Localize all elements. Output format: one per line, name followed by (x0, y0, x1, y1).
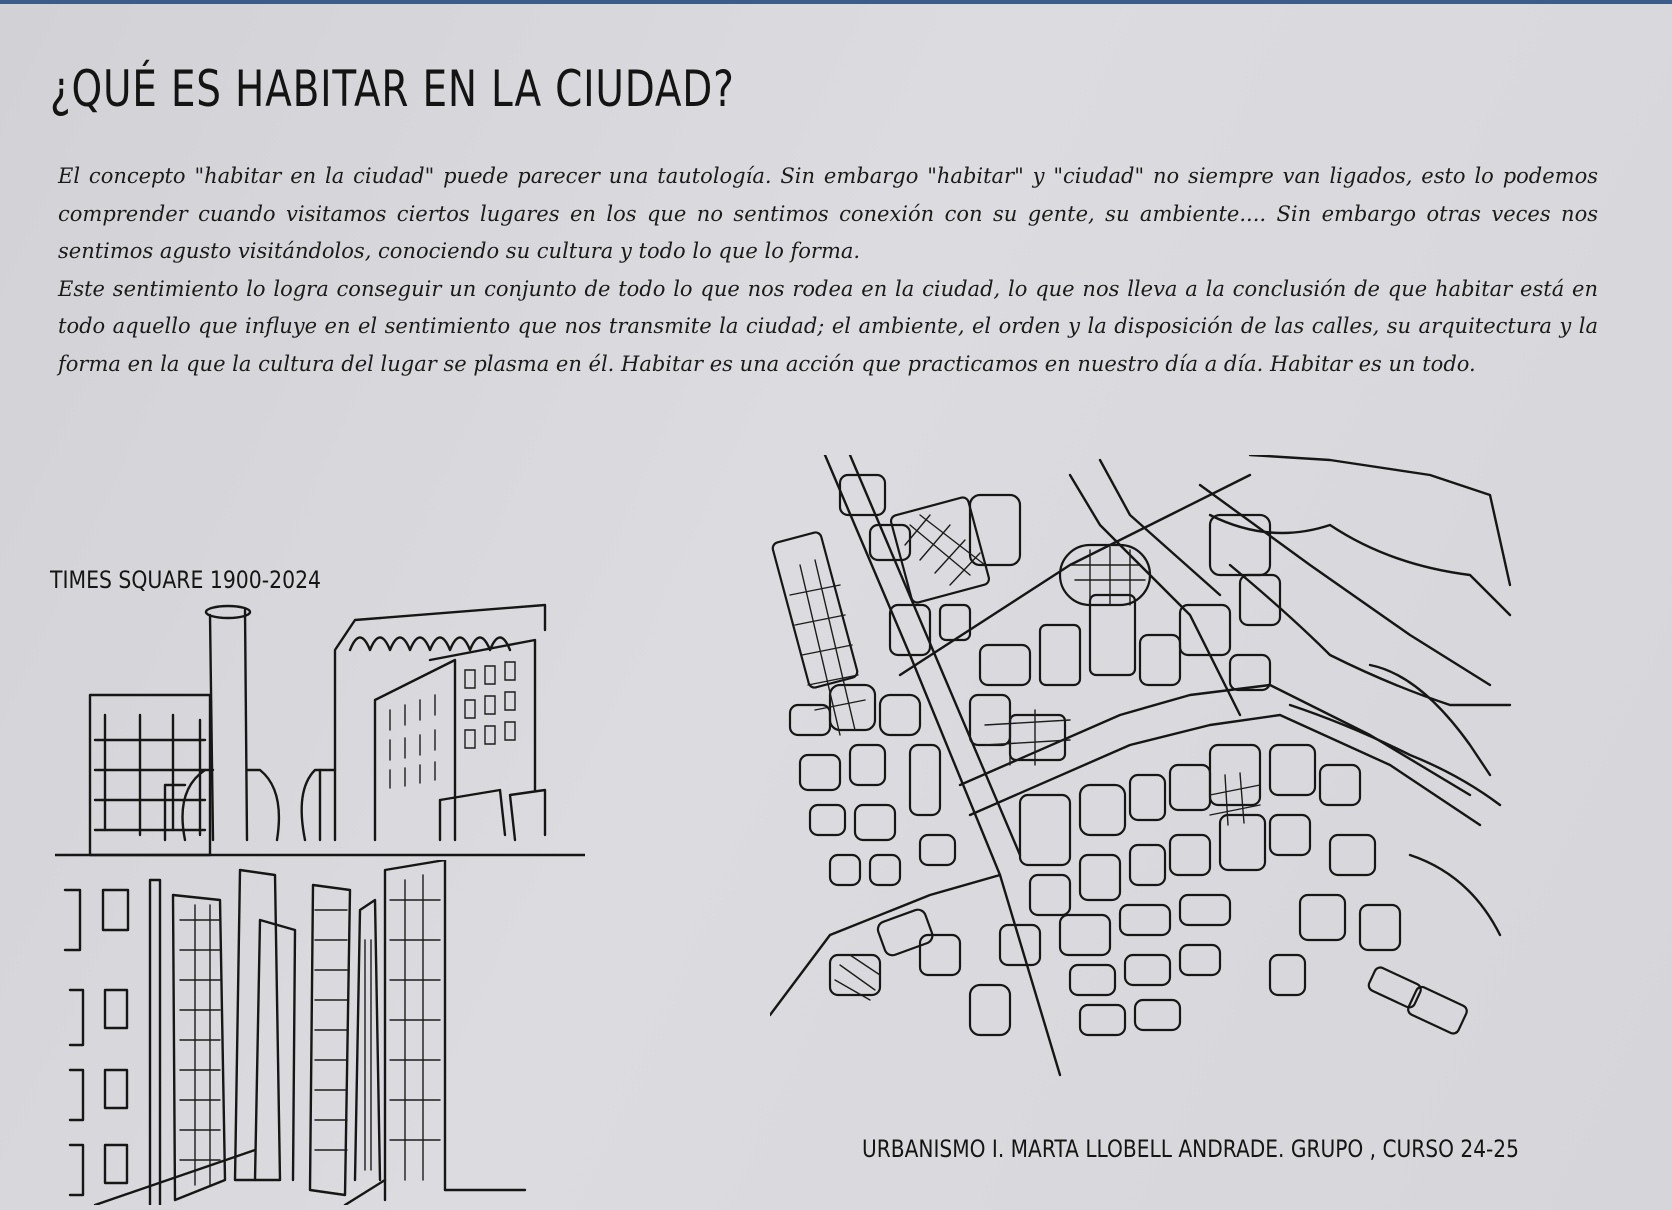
skyscrapers (150, 860, 445, 1205)
paragraph-2: Este sentimiento lo logra conseguir un conjunto de todo lo que nos rodea en la ciudad, lo que nos lleva a la conclusión de que habitar está en todo aquello que influye en el sentimiento que nos transmite la ciudad; el ambiente, el orden y la disposición de las calles, su arquitectura y la forma en la que la cultura del lugar se plasma en él. Habitar es una acción que practicamos en nuestro día a día. Habitar es un todo. (58, 276, 1598, 376)
sketch-caption: TIMES SQUARE 1900-2024 (50, 566, 322, 594)
paragraph-1: El concepto "habitar en la ciudad" puede parecer una tautología. Sin embargo "habitar" y "ciudad" no siempre van ligados, esto lo podemos comprender cuando visitamos ciertos lugares en los que no sentimos conexión con su gente, su ambiente.... Sin embargo otras veces nos sentimos agusto visitándolos, conociendo su cultura y todo lo que lo forma. (58, 164, 1598, 263)
top-edge-strip (0, 0, 1672, 4)
essay-text (58, 158, 1598, 383)
city-plan-sketch (770, 455, 1600, 1085)
left-grid-building (90, 695, 210, 855)
left-window-frames (65, 890, 128, 1195)
footer-credits: URBANISMO I. MARTA LLOBELL ANDRADE. GRUPO , CURSO 24-25 (862, 1135, 1519, 1163)
perspective-lines (95, 1150, 385, 1205)
page-title: ¿QUÉ ES HABITAR EN LA CIUDAD? (50, 60, 735, 118)
times-square-1900-sketch (55, 590, 585, 860)
terrain-contours (1210, 455, 1510, 935)
times-square-2024-sketch (55, 860, 575, 1205)
tower (165, 606, 279, 840)
main-avenues (770, 455, 1490, 1075)
city-blocks (771, 475, 1468, 1035)
